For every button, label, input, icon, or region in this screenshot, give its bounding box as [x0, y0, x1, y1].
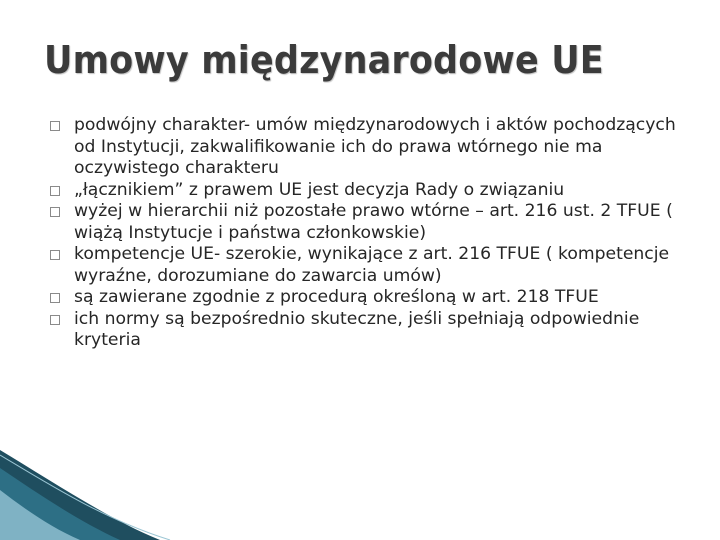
bullet-text: kompetencje UE- szerokie, wynikające z art. 216 TFUE ( kompetencje wyraźne, dorozumiane do zawarcia umów)	[74, 244, 670, 286]
bullet-text: „łącznikiem” z prawem UE jest decyzja Rady o związaniu	[74, 179, 565, 200]
bullet-item	[50, 287, 690, 309]
hollow-square-bullet-icon	[50, 315, 60, 325]
bullet-item	[50, 115, 690, 180]
hollow-square-bullet-icon	[50, 121, 60, 131]
slide-title: Umowy międzynarodowe UE	[44, 38, 604, 82]
bullet-item	[50, 201, 690, 244]
bullet-text: są zawierane zgodnie z procedurą określoną w art. 218 TFUE	[74, 287, 599, 307]
bullet-list	[50, 115, 690, 352]
bullet-item	[50, 244, 690, 287]
hollow-square-bullet-icon	[50, 186, 60, 196]
bullet-text: wyżej w hierarchii niż pozostałe prawo wtórne – art. 216 ust. 2 TFUE ( wiążą Instytucje i państwa członkowskie)	[74, 201, 673, 243]
bullet-text: podwójny charakter- umów międzynarodowych i aktów pochodzących od Instytucji, zakwalifikowanie ich do prawa wtórnego nie ma oczywistego charakteru	[74, 115, 676, 178]
hollow-square-bullet-icon	[50, 250, 60, 260]
hollow-square-bullet-icon	[50, 293, 60, 303]
hollow-square-bullet-icon	[50, 207, 60, 217]
bullet-text: ich normy są bezpośrednio skuteczne, jeśli spełniają odpowiednie kryteria	[74, 308, 640, 350]
bullet-item	[50, 309, 690, 352]
corner-wave-decoration	[0, 450, 180, 540]
bullet-item	[50, 180, 690, 202]
